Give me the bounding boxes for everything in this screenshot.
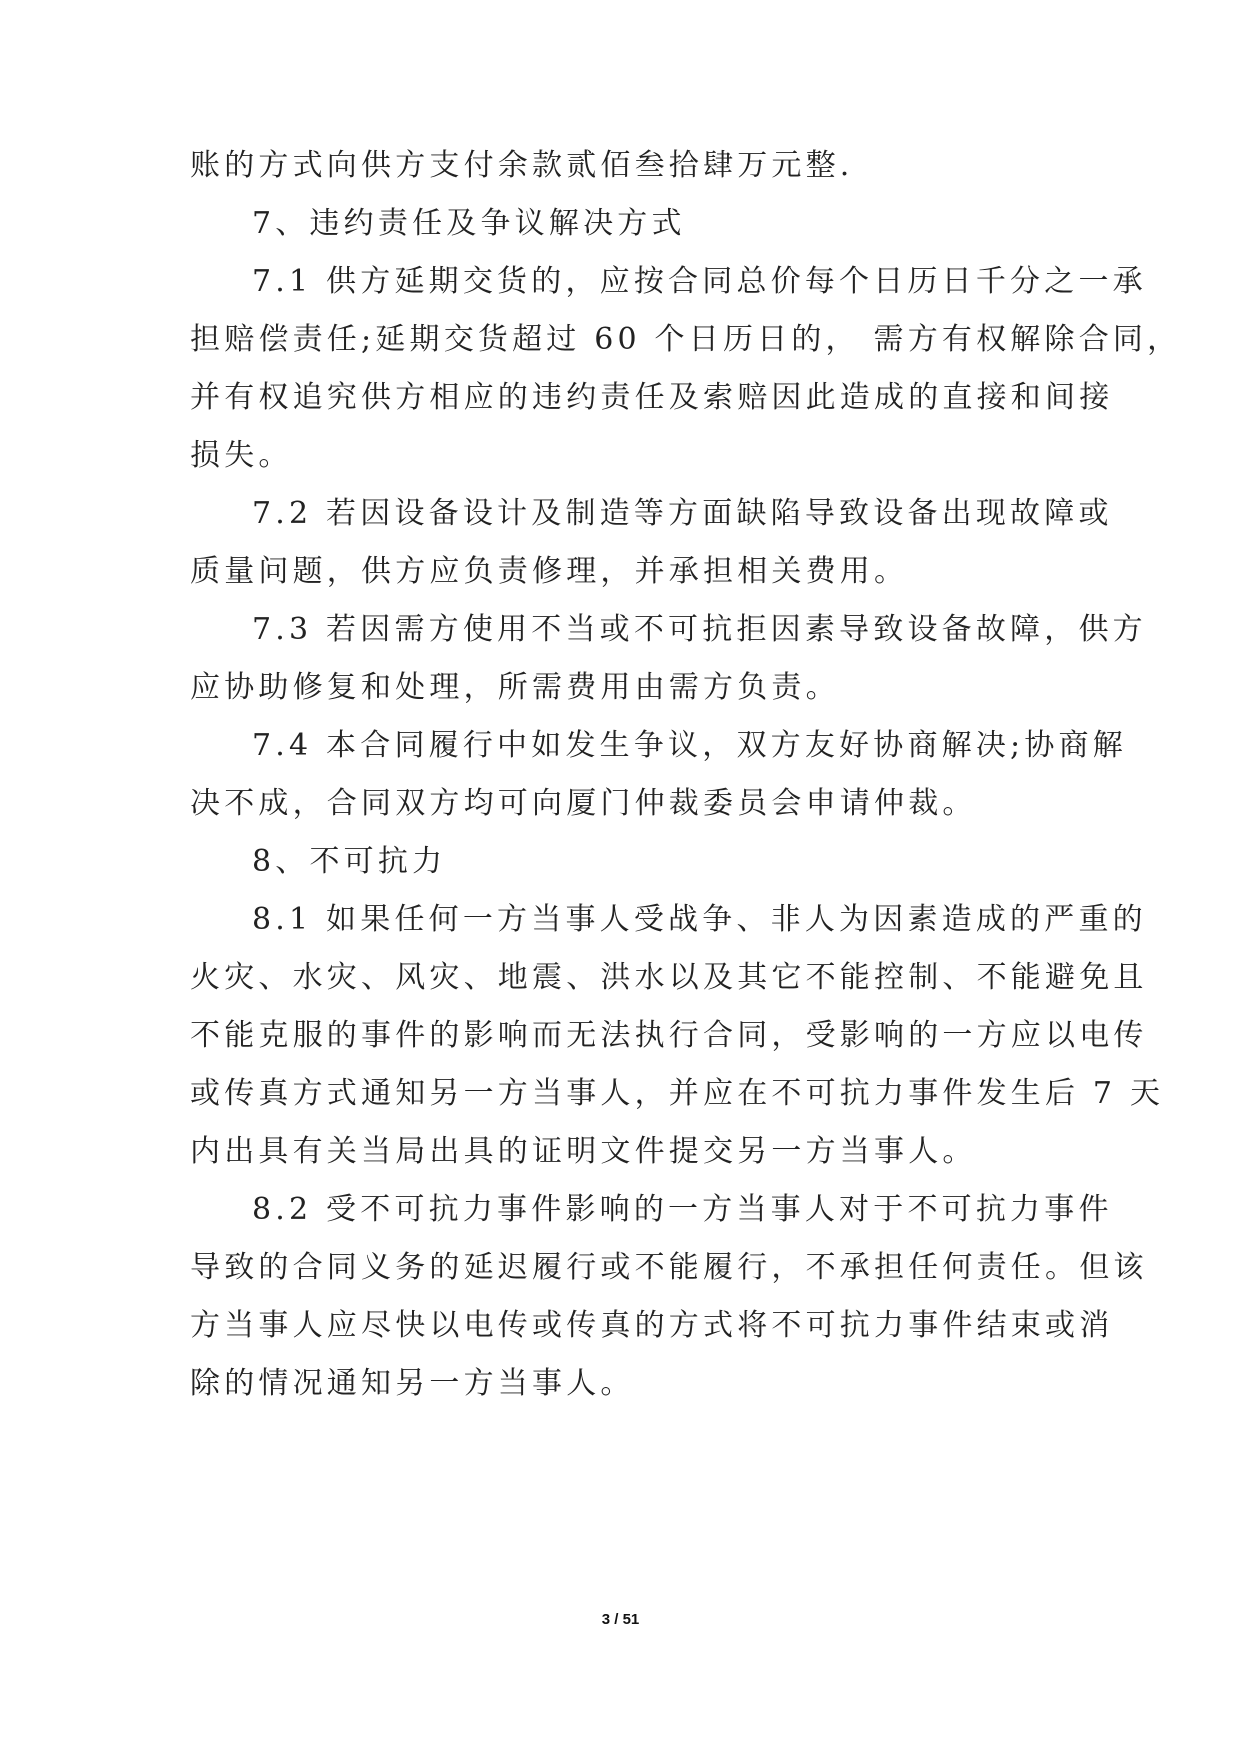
section-heading-8: 8、不可抗力 xyxy=(252,844,447,879)
body-text-line: 除的情况通知另一方当事人。 xyxy=(190,1366,635,1401)
body-text-line: 导致的合同义务的延迟履行或不能履行，不承担任何责任。但该 xyxy=(190,1250,1148,1285)
clause-8-2: 8.2 受不可抗力事件影响的一方当事人对于不可抗力事件 xyxy=(252,1192,1113,1227)
section-heading-7: 7、违约责任及争议解决方式 xyxy=(252,206,686,241)
body-text-line: 并有权追究供方相应的违约责任及索赔因此造成的直接和间接 xyxy=(190,380,1114,415)
body-text-line: 不能克服的事件的影响而无法执行合同，受影响的一方应以电传 xyxy=(190,1018,1148,1053)
clause-7-4: 7.4 本合同履行中如发生争议，双方友好协商解决;协商解 xyxy=(252,728,1127,763)
body-text-line: 方当事人应尽快以电传或传真的方式将不可抗力事件结束或消 xyxy=(190,1308,1114,1343)
body-text-line: 损失。 xyxy=(190,438,293,473)
body-text-line: 或传真方式通知另一方当事人，并应在不可抗力事件发生后 7 天 xyxy=(190,1076,1165,1111)
page-number: 3 / 51 xyxy=(601,1611,640,1628)
body-text-line: 火灾、水灾、风灾、地震、洪水以及其它不能控制、不能避免且 xyxy=(190,960,1148,995)
body-text-line: 决不成，合同双方均可向厦门仲裁委员会申请仲裁。 xyxy=(190,786,977,821)
body-text-line: 应协助修复和处理，所需费用由需方负责。 xyxy=(190,670,840,705)
clause-7-1: 7.1 供方延期交货的，应按合同总价每个日历日千分之一承 xyxy=(252,264,1147,299)
clause-8-1: 8.1 如果任何一方当事人受战争、非人为因素造成的严重的 xyxy=(252,902,1147,937)
body-text-line: 内出具有关当局出具的证明文件提交另一方当事人。 xyxy=(190,1134,977,1169)
clause-7-3: 7.3 若因需方使用不当或不可抗拒因素导致设备故障，供方 xyxy=(252,612,1147,647)
body-text-line: 担赔偿责任;延期交货超过 60 个日历日的， 需方有权解除合同， xyxy=(190,322,1182,357)
clause-7-2: 7.2 若因设备设计及制造等方面缺陷导致设备出现故障或 xyxy=(252,496,1113,531)
body-text-line: 质量问题，供方应负责修理，并承担相关费用。 xyxy=(190,554,909,589)
body-text-line: 账的方式向供方支付余款贰佰叁拾肆万元整. xyxy=(190,148,854,183)
